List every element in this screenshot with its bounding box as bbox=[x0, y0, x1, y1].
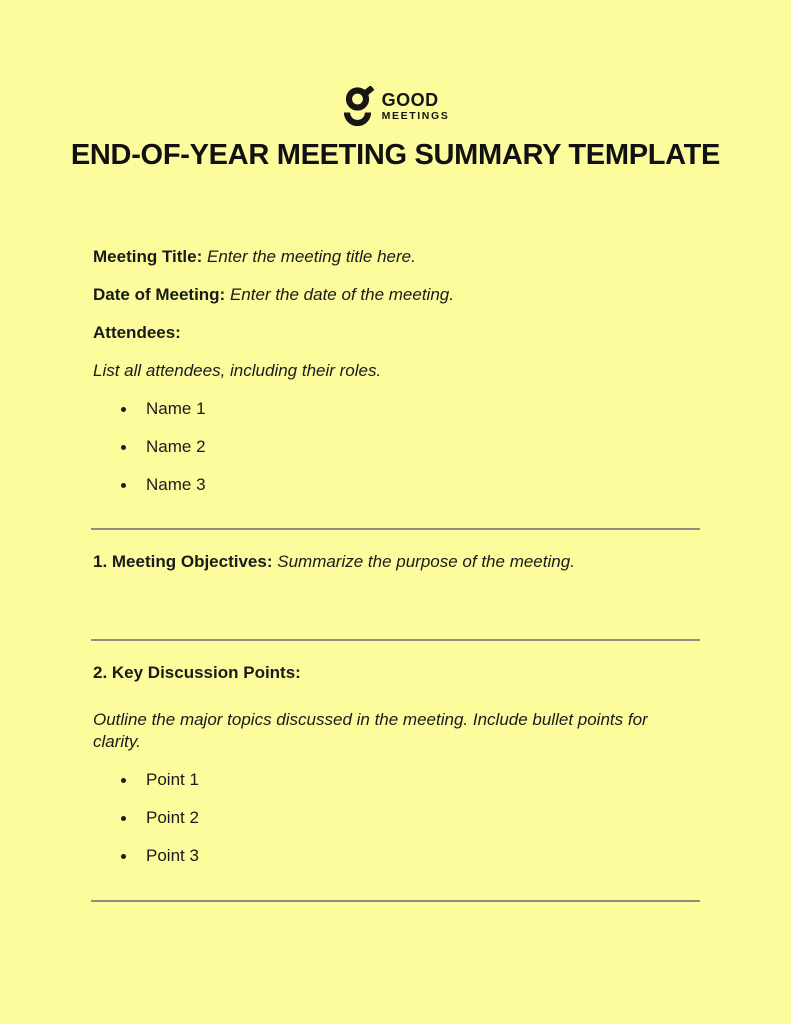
attendee-name: Name 2 bbox=[146, 437, 206, 456]
meeting-date-label: Date of Meeting: bbox=[93, 285, 226, 304]
point-label: Point 3 bbox=[146, 846, 199, 865]
meeting-title-label: Meeting Title: bbox=[93, 247, 203, 266]
discussion-points-list bbox=[121, 769, 700, 867]
section-1-heading: 1. Meeting Objectives: bbox=[93, 552, 273, 571]
section-divider bbox=[91, 900, 700, 902]
section-1-line bbox=[93, 551, 700, 573]
document-body bbox=[93, 246, 700, 902]
attendees-instruction: List all attendees, including their roles. bbox=[93, 361, 382, 380]
meeting-title-placeholder: Enter the meeting title here. bbox=[206, 247, 416, 266]
attendee-list-item bbox=[121, 436, 700, 458]
bullet-dot bbox=[121, 778, 126, 783]
g-logo-icon bbox=[342, 86, 376, 126]
section-divider bbox=[91, 528, 700, 530]
attendee-name: Name 3 bbox=[146, 475, 206, 494]
section-1-description: Summarize the purpose of the meeting. bbox=[277, 552, 575, 571]
attendee-name: Name 1 bbox=[146, 399, 206, 418]
point-list-item bbox=[121, 769, 700, 791]
attendee-list-item bbox=[121, 474, 700, 496]
attendees-line bbox=[93, 322, 700, 344]
point-list-item bbox=[121, 807, 700, 829]
page-title: END-OF-YEAR MEETING SUMMARY TEMPLATE bbox=[70, 139, 721, 171]
bullet-dot bbox=[121, 854, 126, 859]
attendees-list bbox=[121, 398, 700, 496]
point-list-item bbox=[121, 845, 700, 867]
bullet-dot bbox=[121, 407, 126, 412]
logo-word-good: GOOD bbox=[381, 89, 439, 110]
meeting-date-placeholder: Enter the date of the meeting. bbox=[229, 285, 454, 304]
attendees-label: Attendees: bbox=[93, 323, 181, 342]
bullet-dot bbox=[121, 483, 126, 488]
point-label: Point 2 bbox=[146, 808, 199, 827]
attendee-list-item bbox=[121, 398, 700, 420]
section-divider bbox=[91, 639, 700, 641]
bullet-dot bbox=[121, 816, 126, 821]
section-2-heading: 2. Key Discussion Points: bbox=[93, 663, 301, 682]
logo bbox=[0, 0, 791, 126]
section-2-description: Outline the major topics discussed in the meeting. Include bullet points for clarity. bbox=[93, 710, 648, 751]
bullet-dot bbox=[121, 445, 126, 450]
logo-word-meetings: MEETINGS bbox=[381, 109, 450, 122]
point-label: Point 1 bbox=[146, 770, 199, 789]
meeting-date-line bbox=[93, 284, 700, 306]
logo-text bbox=[382, 91, 450, 122]
meeting-title-line bbox=[93, 246, 700, 268]
